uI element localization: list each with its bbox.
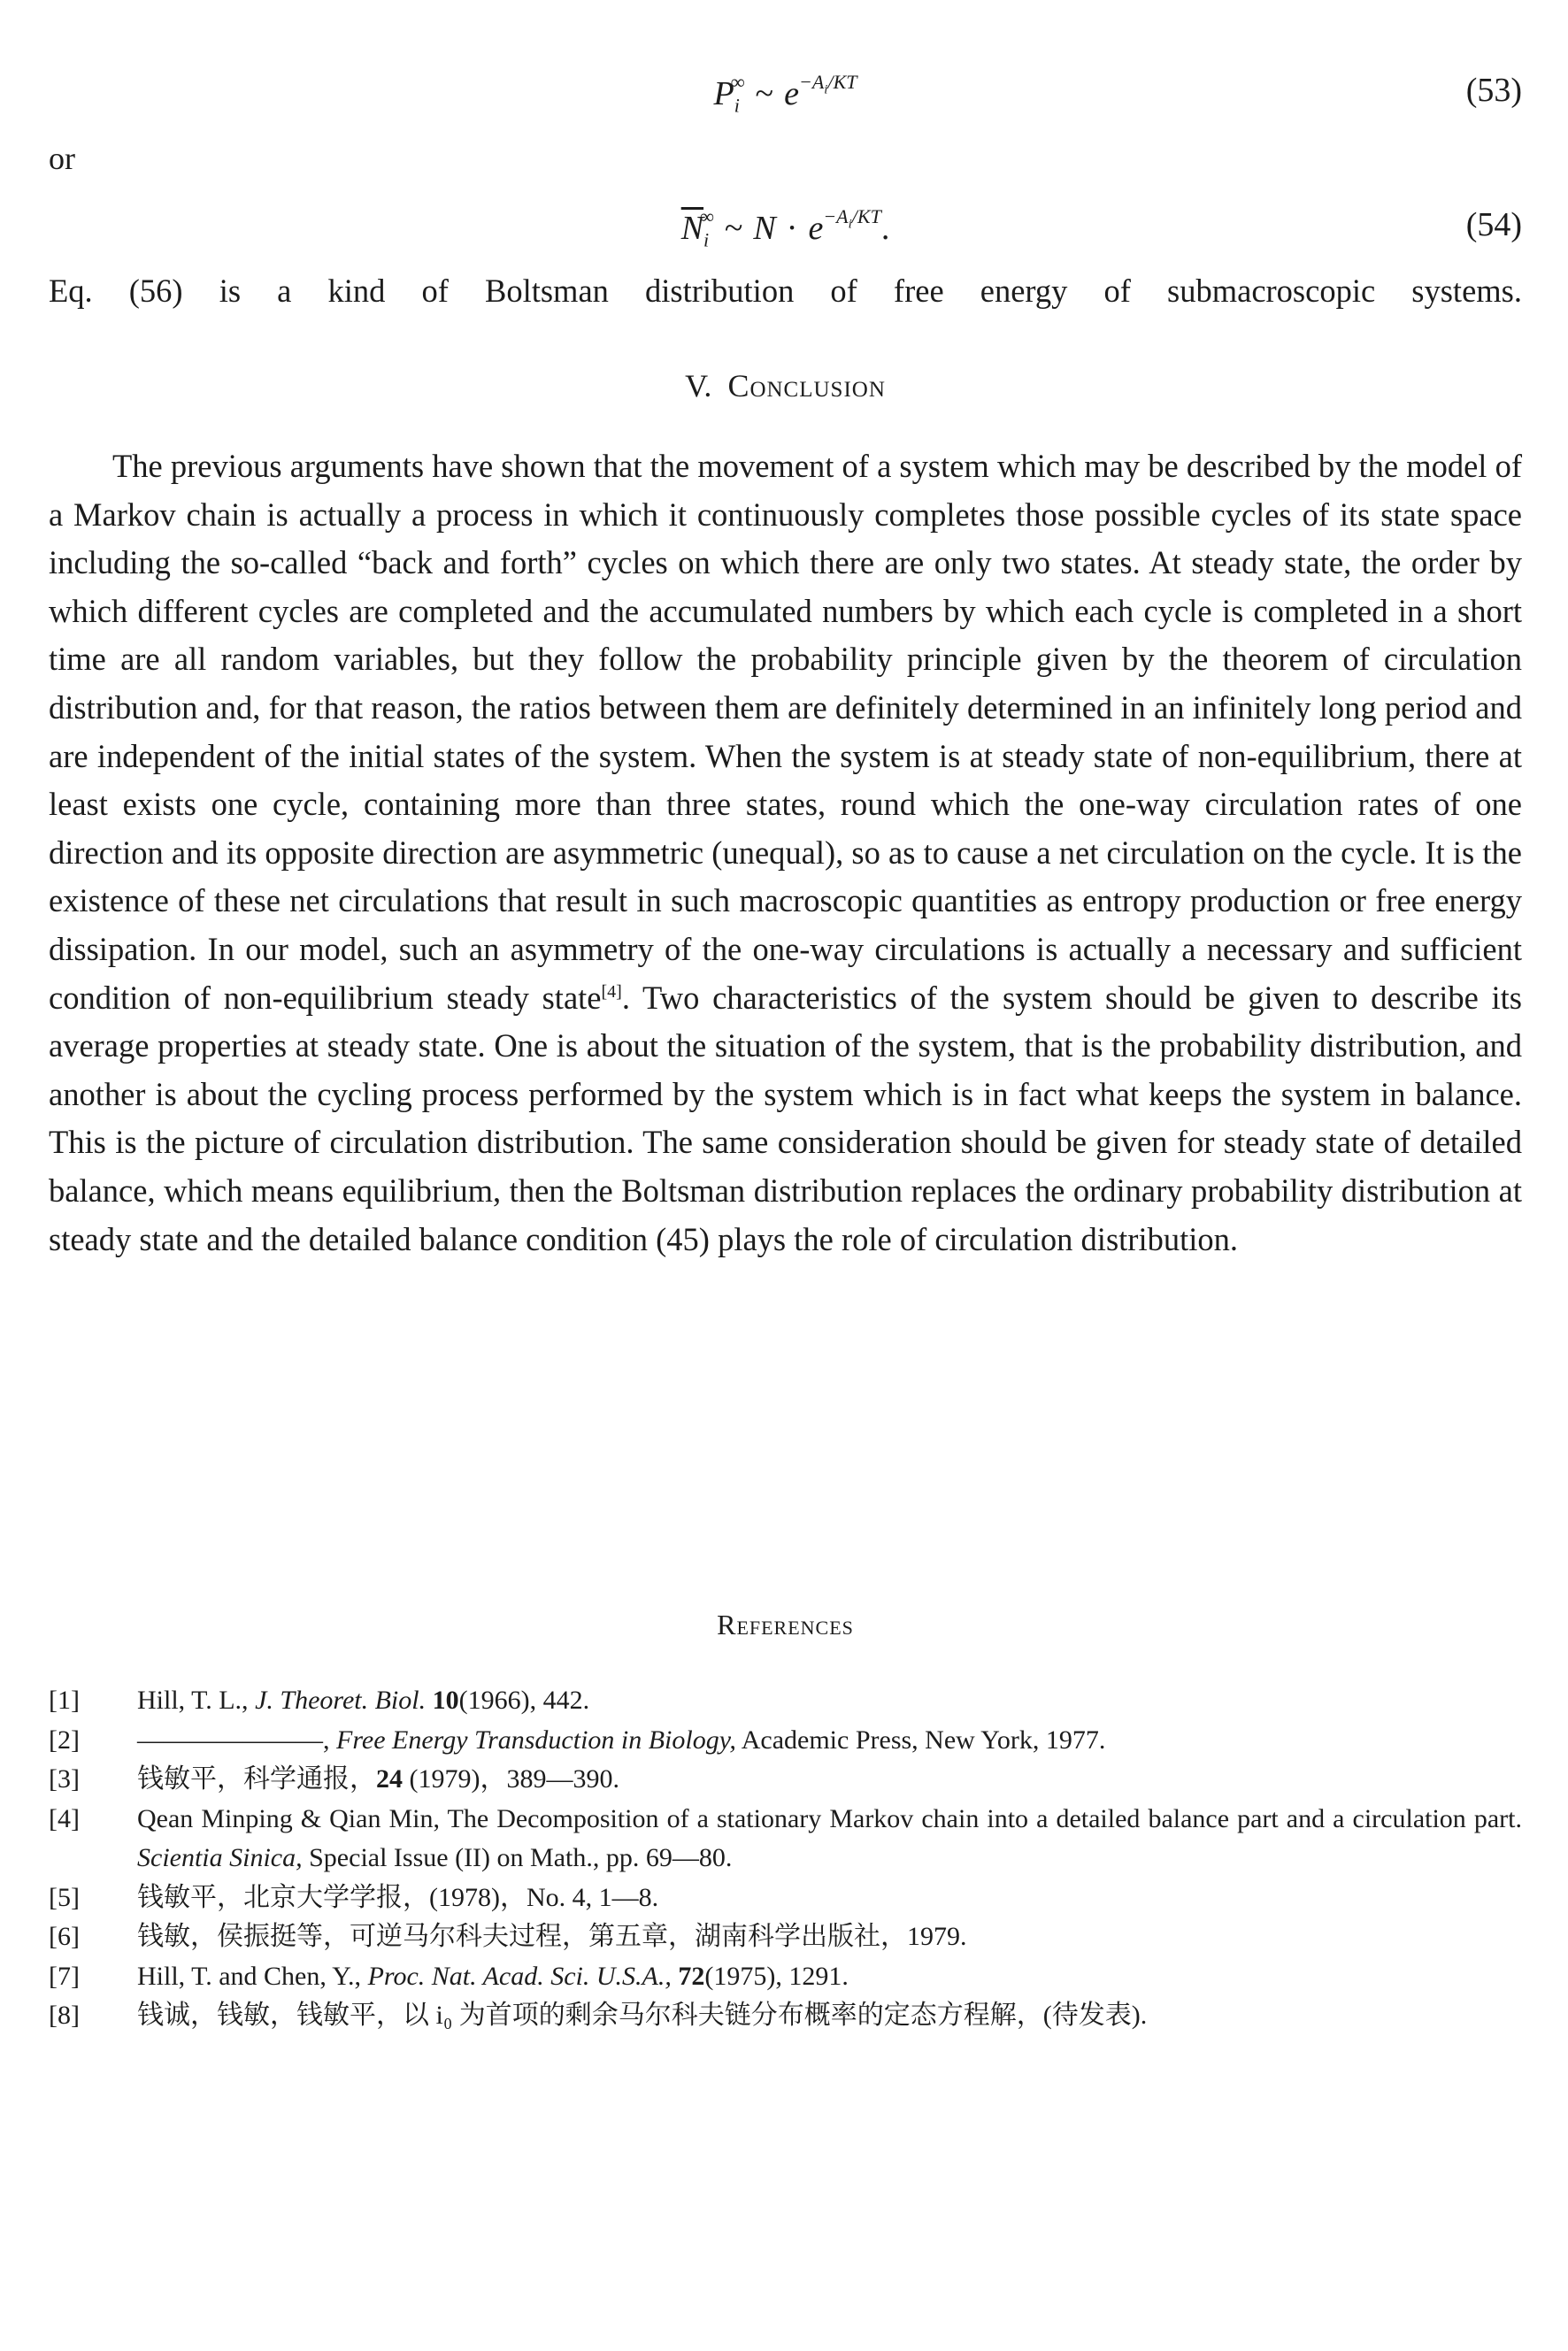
equation-53-expression: $P_i^\infty$ ~ $e^{-A_i/KT}$	[713, 71, 857, 117]
equation-54	[49, 205, 1522, 258]
references-heading	[49, 1609, 1522, 1641]
reference-text: Hill, T. and Chen, Y.,	[137, 1961, 368, 1991]
reference-item	[49, 1878, 1522, 1918]
reference-text: (1966), 442.	[458, 1686, 590, 1715]
reference-label: [7]	[49, 1961, 80, 1991]
reference-label: [6]	[49, 1922, 80, 1951]
reference-item	[49, 1681, 1522, 1721]
reference-body	[137, 1800, 1522, 1878]
reference-item	[49, 1957, 1522, 1997]
reference-label: [4]	[49, 1803, 80, 1833]
conclusion-paragraph	[49, 442, 1522, 1264]
reference-text: Special Issue (II) on Math., pp. 69—80.	[302, 1843, 733, 1872]
citation-marker: [4]	[601, 981, 622, 1002]
reference-text: 钱诚，钱敏，钱敏平，以 i₀ 为首项的剩余马尔科夫链分布概率的定态方程解，(待发表).	[137, 2001, 1148, 2030]
references-title: References	[717, 1609, 854, 1640]
reference-text: ———————,	[137, 1725, 336, 1755]
reference-text: (1975), 1291.	[704, 1961, 849, 1991]
reference-label: [8]	[49, 2001, 80, 2030]
reference-label: [3]	[49, 1764, 80, 1794]
reference-label: [1]	[49, 1686, 80, 1715]
equation-54-expression: $\overline{N}_i^\infty$ ~ $N \cdot e^{-A_i/KT}$.	[680, 205, 890, 251]
reference-title: Free Energy Transduction in Biology,	[336, 1725, 736, 1755]
section-heading	[49, 367, 1522, 404]
reference-text: Qean Minping & Qian Min, The Decomposition of a stationary Markov chain into a detailed balance part and a circulation part.	[137, 1803, 1522, 1833]
conclusion-text-part-1: The previous arguments have shown that the movement of a system which may be described by the model of a Markov chain is actually a process in which it continuously completes those possible cycles of its state space including the so-called “back and forth” cycles on which there are only two states. At steady state, the order by which different cycles are completed and the accumulated numbers by which each cycle is completed in a short time are all random variables, but they follow the probability principle given by the theorem of circulation distribution and, for that reason, the ratios between them are definitely determined in an infinitely long period and are independent of the initial states of the system. When the system is at steady state of non-equilibrium, there at least exists one cycle, containing more than three states, round which the one-way circulation rates of one direction and its opposite direction are asymmetric (unequal), so as to cause a net circulation on the cycle. It is the existence of these net circulations that result in such macroscopic quantities as entropy production or free energy dissipation. In our model, such an asymmetry of the one-way circulations is actually a necessary and sufficient condition of non-equilibrium steady state	[49, 448, 1522, 1016]
reference-item	[49, 1800, 1522, 1878]
reference-volume: 72	[671, 1961, 705, 1991]
reference-item	[49, 1721, 1522, 1761]
paragraph: Eq. (56) is a kind of Boltsman distribution of free energy of submacroscopic systems.	[49, 273, 1522, 309]
reference-journal: Proc. Nat. Acad. Sci. U.S.A.,	[367, 1961, 672, 1991]
reference-label: [5]	[49, 1882, 80, 1912]
reference-label: [2]	[49, 1725, 80, 1755]
reference-text: Academic Press, New York, 1977.	[735, 1725, 1106, 1755]
equation-number: (54)	[1465, 206, 1522, 243]
reference-list	[49, 1681, 1522, 2036]
connector-text: or	[49, 141, 75, 176]
reference-journal: J. Theoret. Biol.	[255, 1686, 427, 1715]
section-numeral: V.	[685, 368, 712, 403]
reference-journal: Scientia Sinica,	[137, 1843, 303, 1872]
conclusion-body	[49, 442, 1522, 1264]
reference-item	[49, 1996, 1522, 2036]
reference-item	[49, 1917, 1522, 1957]
reference-text: (1979)，389—390.	[403, 1764, 619, 1794]
reference-text: 钱敏，侯振挺等，可逆马尔科夫过程，第五章，湖南科学出版社，1979.	[137, 1922, 967, 1951]
reference-text: Hill, T. L.,	[137, 1686, 256, 1715]
conclusion-text-part-2: . Two characteristics of the system should be given to describe its average properties at steady state. One is about the situation of the system, that is the probability distribution, and another is about the cycling process performed by the system which is in fact what keeps the system in balance. This is the picture of circulation distribution. The same consideration should be given for steady state of detailed balance, which means equilibrium, then the Boltsman distribution replaces the ordinary probability distribution at steady state and the detailed balance condition (45) plays the role of circulation distribution.	[49, 979, 1522, 1257]
reference-volume: 24	[376, 1764, 403, 1794]
reference-volume: 10	[432, 1686, 459, 1715]
reference-item	[49, 1760, 1522, 1800]
equation-53	[49, 71, 1522, 124]
reference-text: 钱敏平，北京大学学报，(1978)，No. 4, 1—8.	[137, 1882, 659, 1912]
reference-text: 钱敏平，科学通报，	[137, 1764, 376, 1794]
section-title: Conclusion	[727, 368, 886, 403]
equation-number: (53)	[1465, 72, 1522, 109]
